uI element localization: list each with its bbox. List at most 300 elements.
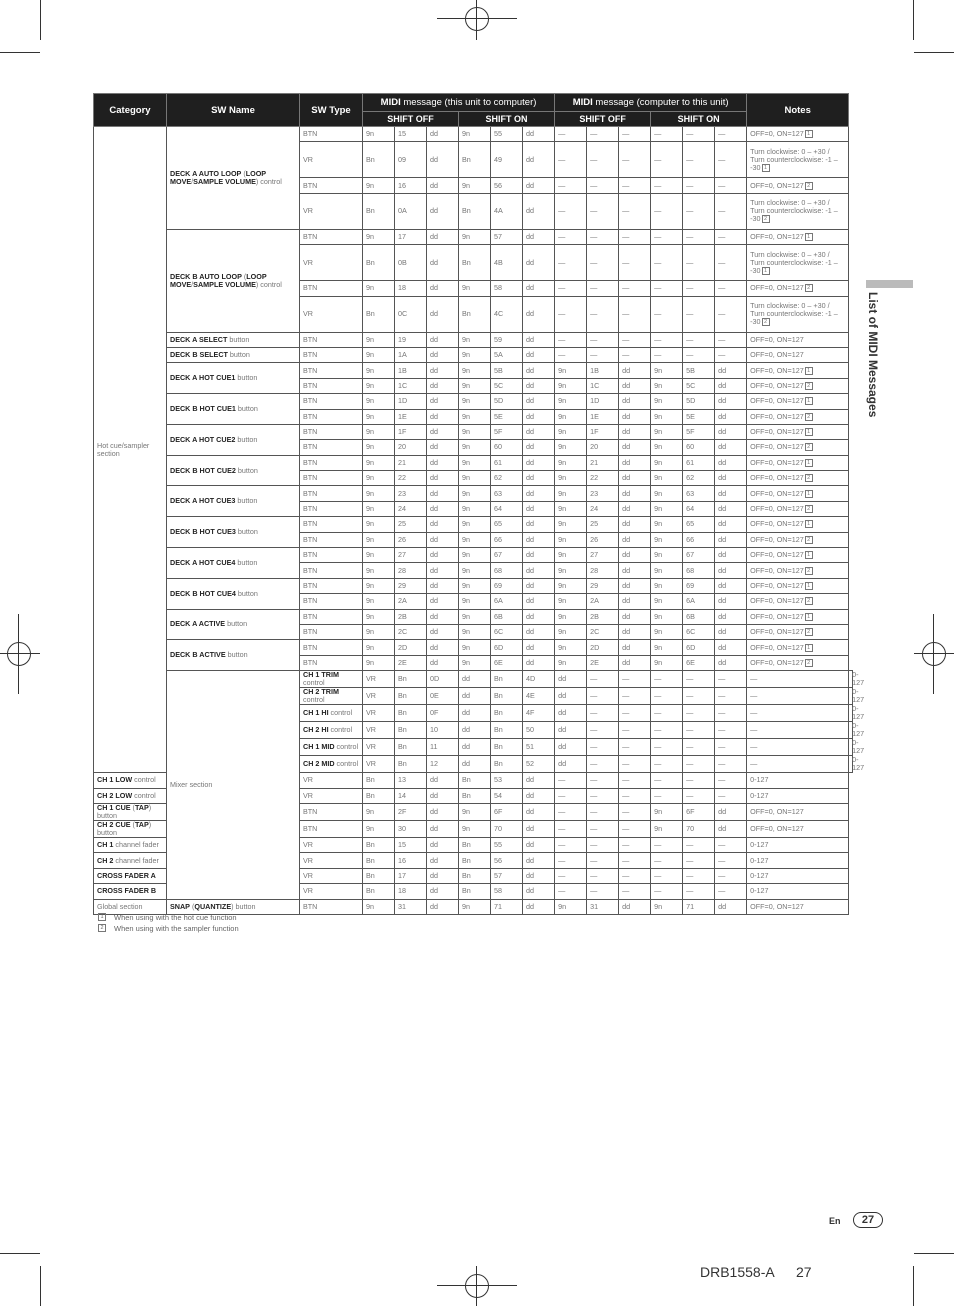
- midi-value-cell: dd: [555, 705, 587, 722]
- sw-type-cell: VR: [300, 773, 363, 788]
- header-midi-out-rest: message (this unit to computer): [400, 97, 537, 108]
- midi-value-cell: dd: [619, 640, 651, 655]
- sw-type-cell: BTN: [300, 594, 363, 609]
- sw-name-cell: [167, 347, 300, 362]
- footnote-ref: 1: [805, 428, 813, 436]
- midi-value-cell: —: [587, 688, 619, 705]
- midi-value-cell: Bn: [395, 756, 427, 773]
- sw-type-cell: BTN: [300, 424, 363, 439]
- sw-type-cell: BTN: [300, 486, 363, 501]
- notes-text: 0-127: [750, 790, 769, 800]
- midi-value-cell: dd: [427, 486, 459, 501]
- midi-value-cell: 9n: [651, 363, 683, 378]
- midi-value-cell: dd: [459, 671, 491, 688]
- midi-value-cell: —: [651, 347, 683, 362]
- midi-value-cell: —: [587, 671, 619, 688]
- sw-name-part: LOOP MOVE: [170, 168, 266, 186]
- midi-value-cell: 9n: [555, 609, 587, 624]
- midi-value-cell: dd: [523, 532, 555, 547]
- midi-value-cell: dd: [523, 409, 555, 424]
- midi-value-cell: Bn: [395, 722, 427, 739]
- midi-value-cell: —: [651, 756, 683, 773]
- midi-value-cell: dd: [459, 705, 491, 722]
- midi-value-cell: dd: [715, 548, 747, 563]
- midi-value-cell: —: [683, 281, 715, 296]
- midi-value-cell: 9n: [651, 471, 683, 486]
- midi-value-cell: 1B: [395, 363, 427, 378]
- midi-value-cell: —: [619, 837, 651, 852]
- midi-value-cell: dd: [523, 424, 555, 439]
- midi-value-cell: —: [683, 332, 715, 347]
- midi-value-cell: 9n: [363, 578, 395, 593]
- header-shift-on: SHIFT ON: [459, 112, 555, 127]
- midi-value-cell: 9n: [555, 532, 587, 547]
- midi-value-cell: 17: [395, 868, 427, 883]
- header-midi-out-bold: MIDI: [380, 97, 401, 108]
- sw-type-cell: BTN: [300, 563, 363, 578]
- midi-value-cell: 56: [491, 853, 523, 868]
- midi-value-cell: —: [555, 193, 587, 229]
- midi-value-cell: 9n: [555, 455, 587, 470]
- midi-value-cell: 9n: [555, 594, 587, 609]
- midi-value-cell: 9n: [363, 363, 395, 378]
- sw-name-part: CH 1 HI: [303, 708, 329, 718]
- midi-value-cell: 1B: [587, 363, 619, 378]
- midi-value-cell: dd: [427, 332, 459, 347]
- footnote-ref: 1: [805, 233, 813, 241]
- midi-value-cell: 9n: [363, 440, 395, 455]
- midi-value-cell: 4E: [523, 688, 555, 705]
- document-id: DRB1558-A: [700, 1264, 775, 1280]
- midi-value-cell: dd: [427, 281, 459, 296]
- midi-value-cell: 2F: [395, 803, 427, 820]
- midi-value-cell: —: [555, 853, 587, 868]
- midi-value-cell: dd: [523, 378, 555, 393]
- midi-value-cell: —: [619, 820, 651, 837]
- notes-cell: [849, 704, 865, 722]
- midi-value-cell: —: [747, 756, 849, 773]
- midi-value-cell: dd: [715, 486, 747, 501]
- sw-name-part: (: [189, 901, 195, 911]
- midi-value-cell: —: [683, 127, 715, 142]
- side-tab-marker: [866, 280, 913, 288]
- midi-value-cell: 9n: [651, 440, 683, 455]
- sw-name-part: channel fader: [113, 855, 159, 865]
- midi-value-cell: Bn: [363, 868, 395, 883]
- midi-value-cell: dd: [715, 803, 747, 820]
- midi-value-cell: —: [747, 671, 849, 688]
- midi-value-cell: dd: [523, 563, 555, 578]
- notes-text: OFF=0, ON=127: [750, 611, 804, 621]
- midi-value-cell: dd: [619, 609, 651, 624]
- footnote-mark: 1: [98, 913, 106, 921]
- notes-cell: [747, 501, 849, 516]
- registration-mark: [476, 0, 477, 40]
- midi-value-cell: —: [619, 229, 651, 244]
- notes-cell: [747, 578, 849, 593]
- midi-value-cell: dd: [427, 409, 459, 424]
- midi-value-cell: —: [587, 127, 619, 142]
- midi-value-cell: 9n: [555, 486, 587, 501]
- category-cell: Mixer section: [167, 671, 300, 899]
- sw-type-cell: BTN: [300, 624, 363, 639]
- sw-name-part: DECK B SELECT: [170, 350, 228, 360]
- midi-value-cell: —: [715, 671, 747, 688]
- midi-value-cell: 2B: [587, 609, 619, 624]
- midi-value-cell: 22: [587, 471, 619, 486]
- midi-value-cell: 6A: [683, 594, 715, 609]
- midi-value-cell: dd: [523, 332, 555, 347]
- midi-value-cell: 56: [491, 178, 523, 193]
- header-sw-name: SW Name: [167, 94, 300, 127]
- sw-name-part: ) control: [255, 176, 282, 186]
- midi-value-cell: —: [619, 281, 651, 296]
- midi-value-cell: 9n: [363, 424, 395, 439]
- notes-cell: [747, 884, 849, 899]
- midi-value-cell: 9n: [555, 578, 587, 593]
- sw-name-part: button: [235, 588, 258, 598]
- midi-value-cell: Bn: [395, 739, 427, 756]
- sw-name-cell: [94, 884, 167, 899]
- midi-value-cell: dd: [715, 455, 747, 470]
- midi-value-cell: —: [587, 853, 619, 868]
- header-midi-in: [555, 94, 747, 112]
- midi-value-cell: 65: [491, 517, 523, 532]
- midi-value-cell: —: [715, 853, 747, 868]
- midi-value-cell: 9n: [555, 899, 587, 914]
- sw-name-cell: [167, 640, 300, 671]
- midi-value-cell: —: [555, 347, 587, 362]
- sw-name-part: CH 2 LOW: [97, 790, 133, 800]
- midi-value-cell: 4F: [523, 705, 555, 722]
- midi-value-cell: 9n: [363, 127, 395, 142]
- footnote-ref: 1: [805, 367, 813, 375]
- midi-value-cell: dd: [427, 532, 459, 547]
- sw-name-part: CROSS FADER A: [97, 870, 156, 880]
- midi-value-cell: Bn: [459, 884, 491, 899]
- midi-value-cell: —: [587, 773, 619, 788]
- notes-cell: [747, 142, 849, 178]
- notes-text: OFF=0, ON=127: [750, 180, 804, 190]
- midi-value-cell: —: [619, 688, 651, 705]
- footnote-ref: 2: [805, 659, 813, 667]
- midi-value-cell: 5C: [491, 378, 523, 393]
- midi-value-cell: —: [683, 229, 715, 244]
- notes-cell: [747, 837, 849, 852]
- sw-name-part: LOOP MOVE: [170, 271, 267, 289]
- midi-value-cell: dd: [715, 899, 747, 914]
- registration-mark: [7, 642, 31, 666]
- midi-value-cell: dd: [715, 655, 747, 670]
- midi-value-cell: —: [555, 245, 587, 281]
- midi-value-cell: —: [651, 705, 683, 722]
- notes-cell: [747, 409, 849, 424]
- sw-name-part: CROSS FADER B: [97, 886, 157, 896]
- notes-text: OFF=0, ON=127: [750, 129, 804, 139]
- midi-value-cell: 27: [587, 548, 619, 563]
- sw-type-cell: BTN: [300, 332, 363, 347]
- midi-value-cell: Bn: [491, 671, 523, 688]
- midi-value-cell: 0B: [395, 245, 427, 281]
- notes-text: OFF=0, ON=127: [750, 365, 804, 375]
- notes-cell: [747, 363, 849, 378]
- midi-value-cell: dd: [427, 868, 459, 883]
- midi-value-cell: —: [683, 756, 715, 773]
- sw-name-cell: [300, 705, 363, 722]
- midi-value-cell: 62: [683, 471, 715, 486]
- midi-value-cell: 10: [427, 722, 459, 739]
- footnote-mark: 2: [98, 924, 106, 932]
- midi-value-cell: 29: [395, 578, 427, 593]
- midi-value-cell: —: [619, 803, 651, 820]
- notes-cell: [747, 532, 849, 547]
- sw-name-part: CH 2 TRIM: [303, 687, 339, 697]
- notes-text: OFF=0, ON=127: [750, 642, 804, 652]
- notes-cell: [747, 347, 849, 362]
- midi-value-cell: 9n: [459, 378, 491, 393]
- midi-value-cell: dd: [427, 803, 459, 820]
- midi-value-cell: 09: [395, 142, 427, 178]
- midi-value-cell: dd: [715, 424, 747, 439]
- midi-value-cell: —: [651, 332, 683, 347]
- notes-text: OFF=0, ON=127: [750, 231, 804, 241]
- midi-value-cell: 9n: [459, 624, 491, 639]
- midi-value-cell: dd: [619, 624, 651, 639]
- sw-type-cell: BTN: [300, 803, 363, 820]
- midi-value-cell: 1A: [395, 347, 427, 362]
- notes-cell: [747, 868, 849, 883]
- notes-cell: [747, 178, 849, 193]
- midi-value-cell: 18: [395, 281, 427, 296]
- sw-type-cell: BTN: [300, 281, 363, 296]
- midi-value-cell: dd: [523, 868, 555, 883]
- registration-mark: [914, 653, 954, 654]
- midi-value-cell: —: [619, 178, 651, 193]
- midi-value-cell: —: [651, 193, 683, 229]
- notes-cell: [747, 803, 849, 820]
- midi-value-cell: dd: [555, 739, 587, 756]
- midi-value-cell: —: [683, 705, 715, 722]
- midi-value-cell: 28: [395, 563, 427, 578]
- midi-value-cell: dd: [427, 899, 459, 914]
- sw-type-cell: BTN: [300, 548, 363, 563]
- midi-value-cell: dd: [523, 245, 555, 281]
- notes-text: OFF=0, ON=127: [750, 823, 804, 833]
- midi-value-cell: 2D: [587, 640, 619, 655]
- table-row: [94, 394, 853, 409]
- midi-value-cell: dd: [715, 820, 747, 837]
- midi-value-cell: 2D: [395, 640, 427, 655]
- registration-mark: [476, 1266, 477, 1306]
- midi-value-cell: 9n: [459, 178, 491, 193]
- midi-value-cell: —: [715, 229, 747, 244]
- midi-value-cell: —: [651, 853, 683, 868]
- midi-value-cell: —: [619, 296, 651, 332]
- midi-value-cell: dd: [715, 378, 747, 393]
- midi-value-cell: 9n: [555, 394, 587, 409]
- midi-value-cell: 6C: [683, 624, 715, 639]
- sw-name-part: button: [235, 404, 258, 414]
- midi-value-cell: 9n: [651, 548, 683, 563]
- midi-value-cell: 28: [587, 563, 619, 578]
- sw-name-part: button: [225, 650, 248, 660]
- sw-name-part: /: [191, 279, 194, 289]
- footnote-ref: 1: [805, 582, 813, 590]
- sw-name-part: ) control: [255, 279, 282, 289]
- sw-type-cell: VR: [300, 142, 363, 178]
- midi-value-cell: 51: [523, 739, 555, 756]
- midi-value-cell: 9n: [459, 409, 491, 424]
- notes-text: OFF=0, ON=127: [750, 565, 804, 575]
- midi-value-cell: dd: [619, 532, 651, 547]
- midi-value-cell: 1C: [395, 378, 427, 393]
- midi-value-cell: dd: [523, 455, 555, 470]
- sw-name-part: CH 1 TRIM: [303, 670, 339, 680]
- midi-value-cell: 16: [395, 853, 427, 868]
- midi-value-cell: 9n: [651, 378, 683, 393]
- midi-value-cell: dd: [619, 440, 651, 455]
- registration-mark: [18, 614, 19, 694]
- midi-value-cell: 9n: [459, 229, 491, 244]
- table-row: [94, 363, 853, 378]
- midi-value-cell: dd: [427, 548, 459, 563]
- midi-value-cell: 9n: [459, 424, 491, 439]
- notes-text: 0-127: [750, 855, 769, 865]
- sw-name-cell: [167, 548, 300, 579]
- midi-value-cell: Bn: [459, 193, 491, 229]
- midi-value-cell: —: [555, 281, 587, 296]
- midi-value-cell: dd: [427, 563, 459, 578]
- midi-value-cell: —: [651, 739, 683, 756]
- sw-name-cell: [94, 788, 167, 803]
- sw-name-part: DECK A AUTO LOOP: [170, 168, 242, 178]
- notes-text: OFF=0, ON=127: [750, 427, 804, 437]
- midi-value-cell: dd: [715, 594, 747, 609]
- midi-value-cell: dd: [427, 773, 459, 788]
- midi-value-cell: 9n: [459, 820, 491, 837]
- crop-mark: [40, 0, 41, 40]
- midi-value-cell: —: [683, 868, 715, 883]
- midi-value-cell: —: [587, 820, 619, 837]
- midi-value-cell: 1E: [395, 409, 427, 424]
- midi-value-cell: 54: [491, 788, 523, 803]
- midi-value-cell: —: [587, 884, 619, 899]
- midi-value-cell: 9n: [651, 899, 683, 914]
- midi-value-cell: —: [683, 739, 715, 756]
- midi-value-cell: dd: [523, 884, 555, 899]
- midi-value-cell: Bn: [363, 788, 395, 803]
- midi-value-cell: dd: [459, 688, 491, 705]
- midi-value-cell: —: [619, 245, 651, 281]
- sw-name-cell: [167, 229, 300, 332]
- midi-value-cell: 30: [395, 820, 427, 837]
- midi-value-cell: dd: [619, 424, 651, 439]
- midi-value-cell: 55: [491, 127, 523, 142]
- crop-mark: [913, 0, 914, 40]
- language-label: En: [829, 1216, 841, 1226]
- sw-type-cell: BTN: [300, 455, 363, 470]
- sw-type-cell: BTN: [300, 394, 363, 409]
- midi-value-cell: dd: [523, 853, 555, 868]
- midi-value-cell: —: [619, 853, 651, 868]
- midi-value-cell: —: [555, 820, 587, 837]
- midi-value-cell: dd: [523, 193, 555, 229]
- midi-value-cell: 5B: [683, 363, 715, 378]
- midi-value-cell: 2E: [395, 655, 427, 670]
- midi-value-cell: 9n: [459, 455, 491, 470]
- midi-value-cell: —: [555, 773, 587, 788]
- notes-cell: [747, 471, 849, 486]
- midi-value-cell: dd: [555, 756, 587, 773]
- midi-value-cell: dd: [523, 363, 555, 378]
- midi-value-cell: 17: [395, 229, 427, 244]
- midi-value-cell: 63: [683, 486, 715, 501]
- sw-type-cell: VR: [300, 884, 363, 899]
- midi-value-cell: 50: [523, 722, 555, 739]
- footnote-ref: 1: [762, 267, 770, 275]
- midi-value-cell: —: [715, 178, 747, 193]
- sw-name-part: ) button: [97, 819, 152, 837]
- midi-value-cell: 25: [395, 517, 427, 532]
- midi-value-cell: 68: [491, 563, 523, 578]
- midi-value-cell: —: [715, 739, 747, 756]
- midi-value-cell: 71: [491, 899, 523, 914]
- sw-name-part: DECK A ACTIVE: [170, 619, 226, 629]
- sw-name-part: (: [241, 271, 247, 281]
- sw-type-cell: BTN: [300, 378, 363, 393]
- sw-name-cell: [167, 455, 300, 486]
- notes-text: OFF=0, ON=127: [750, 411, 804, 421]
- midi-value-cell: 6E: [491, 655, 523, 670]
- notes-text: OFF=0, ON=127: [750, 380, 804, 390]
- midi-value-cell: dd: [619, 378, 651, 393]
- midi-value-cell: —: [683, 178, 715, 193]
- sw-name-part: CH 1 MID: [303, 742, 335, 752]
- midi-value-cell: 9n: [363, 640, 395, 655]
- midi-value-cell: 25: [587, 517, 619, 532]
- sw-name-part: button: [225, 619, 248, 629]
- midi-value-cell: 0C: [395, 296, 427, 332]
- sw-name-part: DECK A SELECT: [170, 334, 228, 344]
- notes-text: 0-127: [852, 670, 865, 688]
- notes-text: OFF=0, ON=127: [750, 283, 804, 293]
- notes-cell: [747, 424, 849, 439]
- midi-value-cell: 9n: [363, 178, 395, 193]
- footnote-ref: 2: [805, 474, 813, 482]
- midi-value-cell: —: [683, 773, 715, 788]
- midi-value-cell: —: [651, 788, 683, 803]
- midi-value-cell: dd: [523, 347, 555, 362]
- table-row: [94, 486, 853, 501]
- midi-value-cell: 68: [683, 563, 715, 578]
- midi-value-cell: dd: [555, 722, 587, 739]
- midi-value-cell: dd: [523, 655, 555, 670]
- sw-name-cell: [94, 868, 167, 883]
- sw-type-cell: VR: [363, 688, 395, 705]
- sw-type-cell: BTN: [300, 899, 363, 914]
- midi-value-cell: dd: [427, 853, 459, 868]
- notes-text: OFF=0, ON=127: [750, 488, 804, 498]
- midi-value-cell: dd: [523, 624, 555, 639]
- sw-type-cell: BTN: [300, 127, 363, 142]
- midi-value-cell: dd: [523, 517, 555, 532]
- midi-value-cell: 9n: [555, 624, 587, 639]
- midi-value-cell: —: [715, 837, 747, 852]
- midi-value-cell: dd: [619, 563, 651, 578]
- sw-name-part: DECK B HOT CUE1: [170, 404, 236, 414]
- sw-type-cell: VR: [363, 671, 395, 688]
- notes-text: OFF=0, ON=127: [750, 473, 804, 483]
